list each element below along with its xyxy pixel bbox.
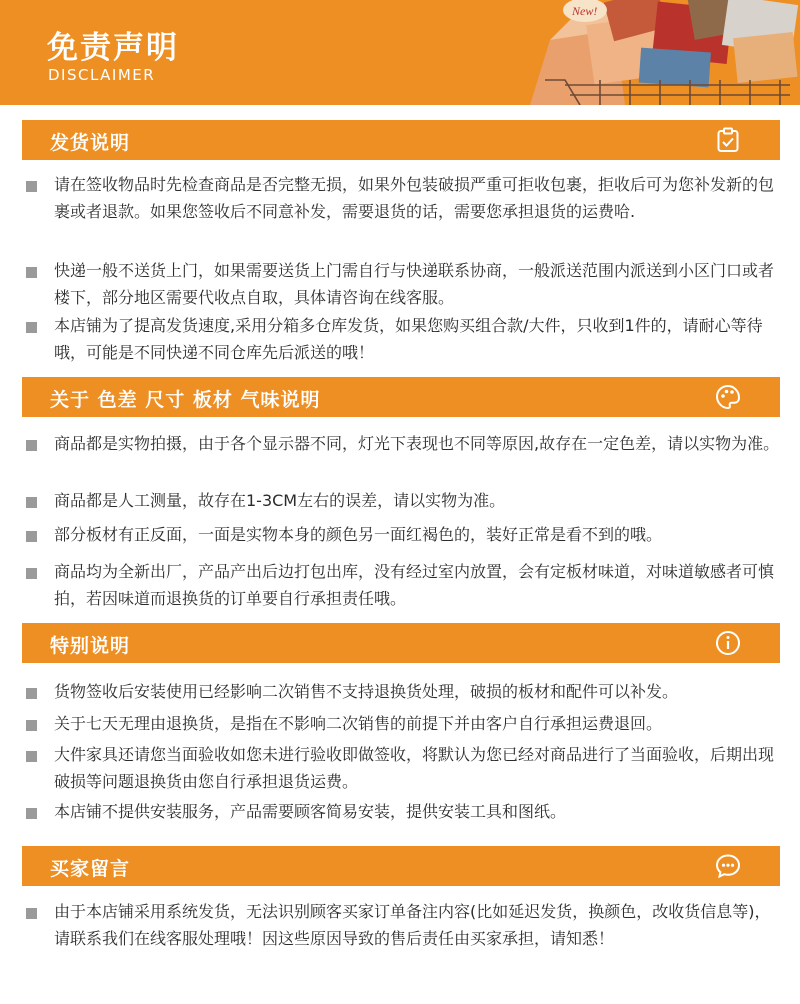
- list-item-text: 本店铺为了提高发货速度,采用分箱多仓库发货，如果您购买组合款/大件，只收到1件的，请耐心等待哦，可能是不同快递不同仓库先后派送的哦！: [54, 316, 763, 362]
- new-tag-label: New!: [572, 4, 598, 18]
- list-item-text: 大件家具还请您当面验收如您未进行验收即做签收，将默认为您已经对商品进行了当面验收，后期出现破损等问题退换货由您自行承担退货运费。: [54, 745, 775, 791]
- section-title: 关于 色差 尺寸 板材 气味说明: [50, 389, 321, 411]
- list-item-text: 商品都是实物拍摄，由于各个显示器不同，灯光下表现也不同等原因,故存在一定色差，请以实物为准。: [54, 434, 780, 453]
- list-item-text: 商品均为全新出厂，产品产出后边打包出库，没有经过室内放置，会有定板材味道，对味道敏感者可慎拍，若因味道而退换货的订单要自行承担责任哦。: [54, 562, 775, 608]
- list-item-text: 请在签收物品时先检查商品是否完整无损，如果外包装破损严重可拒收包裹，拒收后可为您补发新的包裹或者退款。如果您签收后不同意补发，需要退货的话，需要您承担退货的运费哈.: [54, 175, 775, 221]
- bullet-square: [26, 440, 37, 451]
- clipboard-check-icon: [714, 126, 742, 154]
- list-item: [22, 431, 780, 458]
- bullet-square: [26, 267, 37, 278]
- bullet-square: [26, 322, 37, 333]
- list-item-text: 商品都是人工测量，故存在1-3CM左右的误差，请以实物为准。: [54, 491, 506, 510]
- list-item: [22, 711, 780, 738]
- page-title: 免责声明: [47, 30, 179, 66]
- list-item: [22, 488, 780, 515]
- bullet-square: [26, 497, 37, 508]
- bullet-square: [26, 720, 37, 731]
- bullet-square: [26, 751, 37, 762]
- info-icon: [714, 629, 742, 657]
- list-item: [22, 742, 780, 795]
- section-header-shipping: [22, 120, 780, 160]
- list-item: [22, 313, 780, 366]
- list-item-text: 部分板材有正反面，一面是实物本身的颜色另一面红褐色的，装好正常是看不到的哦。: [54, 525, 663, 544]
- list-item: [22, 522, 780, 549]
- bullet-square: [26, 688, 37, 699]
- bullet-square: [26, 908, 37, 919]
- list-item-text: 本店铺不提供安装服务，产品需要顾客简易安装，提供安装工具和图纸。: [54, 802, 567, 821]
- page-subtitle: DISCLAIMER: [48, 66, 156, 84]
- section-title: 特别说明: [50, 635, 131, 657]
- list-item-text: 货物签收后安装使用已经影响二次销售不支持退换货处理，破损的板材和配件可以补发。: [54, 682, 679, 701]
- list-item-text: 关于七天无理由退换货，是指在不影响二次销售的前提下并由客户自行承担运费退回。: [54, 714, 663, 733]
- list-item: [22, 899, 780, 952]
- section-header-color-size: [22, 377, 780, 417]
- section-header-special-notes: [22, 623, 780, 663]
- disclaimer-banner: [0, 0, 800, 105]
- list-item-text: 由于本店铺采用系统发货，无法识别顾客买家订单备注内容(比如延迟发货，换颜色，改收货信息等)，请联系我们在线客服处理哦！因这些原因导致的售后责任由买家承担，请知悉！: [54, 902, 771, 948]
- list-item-text: 快递一般不送货上门，如果需要送货上门需自行与快递联系协商，一般派送范围内派送到小区门口或者楼下，部分地区需要代收点自取，具体请咨询在线客服。: [54, 261, 775, 307]
- bullet-square: [26, 531, 37, 542]
- bullet-square: [26, 808, 37, 819]
- list-item: [22, 172, 780, 225]
- section-header-buyer-message: [22, 846, 780, 886]
- list-item: [22, 559, 780, 612]
- shopping-cart-boxes-illustration: [490, 0, 800, 105]
- section-title: 买家留言: [50, 858, 131, 880]
- chat-bubble-icon: [714, 852, 742, 880]
- bullet-square: [26, 181, 37, 192]
- list-item: [22, 799, 780, 826]
- bullet-square: [26, 568, 37, 579]
- section-title: 发货说明: [50, 132, 131, 154]
- list-item: [22, 258, 780, 311]
- palette-icon: [714, 383, 742, 411]
- list-item: [22, 679, 780, 706]
